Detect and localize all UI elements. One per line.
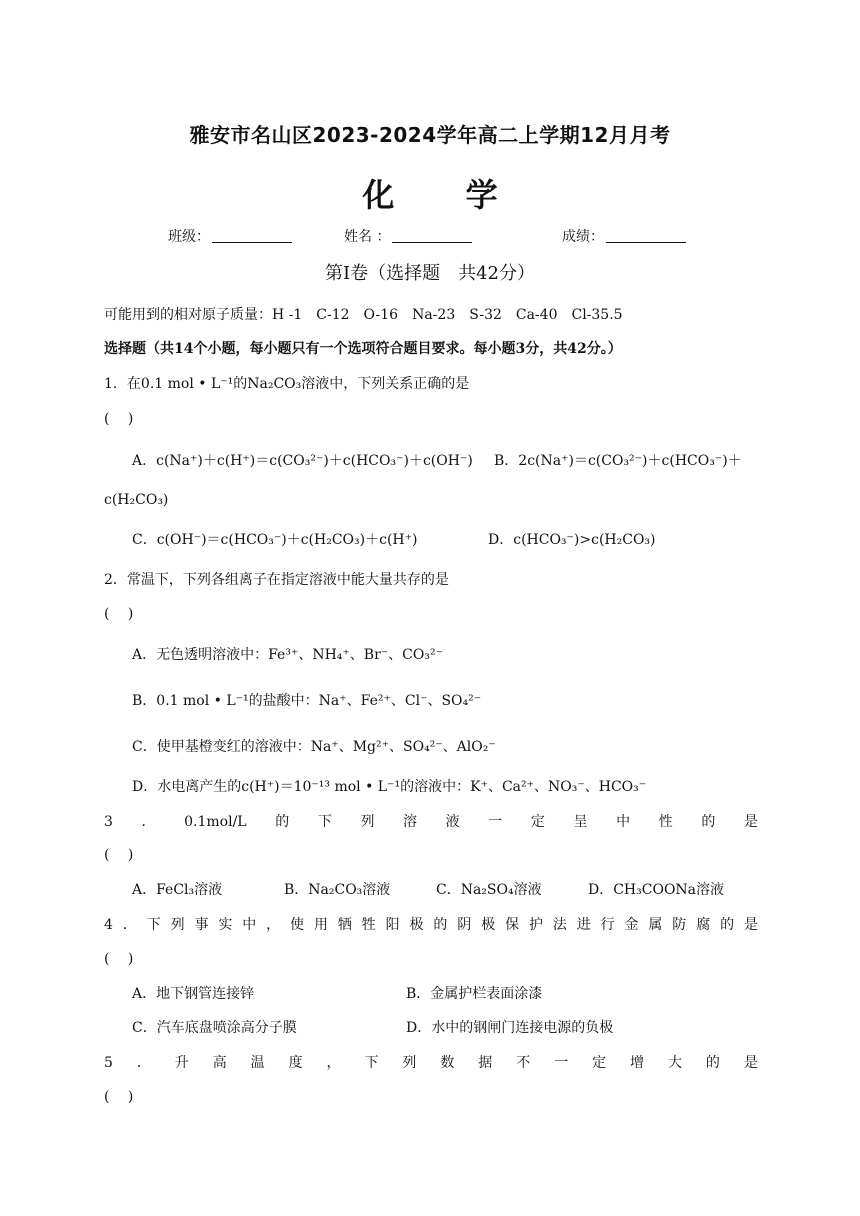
q4-stem-part: 实 <box>218 917 233 933</box>
q2-option-c: C．使甲基橙变红的溶液中：Na⁺、Mg²⁺、SO₄²⁻、AlO₂⁻ <box>132 739 496 755</box>
q2-option-b: B．0.1 mol • L⁻¹的盐酸中：Na⁺、Fe²⁺、Cl⁻、SO₄²⁻ <box>132 693 482 709</box>
q3-stem-part: 定 <box>530 814 545 830</box>
q4-stem-part: 下 <box>146 917 161 933</box>
q4-stem-part: 列 <box>170 917 185 933</box>
q3-stem-part: 中 <box>616 814 631 830</box>
q5-paren: ( ) <box>104 1089 134 1105</box>
q4-option-b: B．金属护栏表面涂漆 <box>406 986 543 1002</box>
q3-stem-part: 列 <box>360 814 375 830</box>
q4-stem-part: 护 <box>528 917 543 933</box>
q4-stem-part: 用 <box>313 917 328 933</box>
q3-stem-part: 性 <box>658 814 673 830</box>
name-field <box>344 226 472 246</box>
q4-stem-part: ． <box>122 917 137 933</box>
q4-stem-part: 阴 <box>457 917 472 933</box>
q4-stem-part: 保 <box>505 917 520 933</box>
score-blank[interactable] <box>606 228 686 243</box>
q3-stem-part: 溶 <box>403 814 418 830</box>
q3-paren: ( ) <box>104 847 134 863</box>
q3-stem-part: 3 <box>104 814 113 830</box>
q5-stem-part: 大 <box>667 1055 682 1071</box>
instructions: 选择题（共14个小题，每小题只有一个选项符合题目要求。每小题3分，共42分。） <box>104 341 622 357</box>
q3-option-b: B．Na₂CO₃溶液 <box>284 882 391 898</box>
q4-stem-part: 腐 <box>696 917 711 933</box>
q4-stem-part: 行 <box>600 917 615 933</box>
q4-option-d: D．水中的钢闸门连接电源的负极 <box>406 1020 614 1036</box>
q5-stem-part: 高 <box>212 1055 227 1071</box>
q5-stem-part: 增 <box>630 1055 645 1071</box>
q3-stem-part: 一 <box>488 814 503 830</box>
class-label: 班级： <box>168 229 210 245</box>
q1-option-d: D．c(HCO₃⁻)>c(H₂CO₃) <box>488 532 656 548</box>
q4-stem-part: 牲 <box>361 917 376 933</box>
q4-stem-part: 中 <box>242 917 257 933</box>
q4-stem-part: 极 <box>409 917 424 933</box>
q2-option-a: A．无色透明溶液中：Fe³⁺、NH₄⁺、Br⁻、CO₃²⁻ <box>132 647 443 663</box>
q2-stem: 2．常温下，下列各组离子在指定溶液中能大量共存的是 <box>104 572 449 588</box>
q1-stem: 1．在0.1 mol • L⁻¹的Na₂CO₃溶液中，下列关系正确的是 <box>104 376 470 392</box>
q4-option-a: A．地下钢管连接锌 <box>132 986 255 1002</box>
q4-paren: ( ) <box>104 951 134 967</box>
q3-stem-part: 是 <box>743 814 758 830</box>
q5-stem-part: 的 <box>705 1055 720 1071</box>
q3-stem-part: 0.1mol/L <box>184 814 247 830</box>
q3-stem-part: 下 <box>317 814 332 830</box>
q5-stem-part: 不 <box>516 1055 531 1071</box>
exam-title: 雅安市名山区2023-2024学年高二上学期12月月考 <box>189 123 671 147</box>
q3-option-c: C．Na₂SO₄溶液 <box>436 882 542 898</box>
q4-stem-part: 事 <box>194 917 209 933</box>
q5-stem-part: 度 <box>288 1055 303 1071</box>
section-title: 第Ⅰ卷（选择题 共42分） <box>324 263 535 284</box>
q1-option-b-cont: c(H₂CO₃) <box>104 492 169 508</box>
q3-stem-part: ． <box>141 814 156 830</box>
q5-stem-part: 据 <box>478 1055 493 1071</box>
q4-stem-part: 属 <box>648 917 663 933</box>
q1-option-b: B．2c(Na⁺)＝c(CO₃²⁻)＋c(HCO₃⁻)＋ <box>494 453 742 469</box>
q2-paren: ( ) <box>104 606 134 622</box>
name-blank[interactable] <box>392 228 472 243</box>
q1-paren: ( ) <box>104 411 134 427</box>
q3-stem-part: 的 <box>701 814 716 830</box>
q1-option-a: A．c(Na⁺)＋c(H⁺)＝c(CO₃²⁻)＋c(HCO₃⁻)＋c(OH⁻) <box>132 453 473 469</box>
q4-stem-part: 极 <box>481 917 496 933</box>
q3-option-a: A．FeCl₃溶液 <box>132 882 223 898</box>
q4-stem-part: 牺 <box>337 917 352 933</box>
q5-stem-part: 温 <box>250 1055 265 1071</box>
score-field <box>562 226 686 246</box>
q5-stem-part: 升 <box>174 1055 189 1071</box>
q4-stem-part: 进 <box>576 917 591 933</box>
q2-option-d: D．水电离产生的c(H⁺)＝10⁻¹³ mol • L⁻¹的溶液中：K⁺、Ca²⁺、NO₃⁻、HCO₃⁻ <box>132 779 647 795</box>
q5-stem-part: ． <box>136 1055 151 1071</box>
q4-stem-part: 4 <box>104 917 113 933</box>
q4-stem <box>104 916 758 934</box>
q5-stem-part: 下 <box>364 1055 379 1071</box>
q4-stem-part: 的 <box>433 917 448 933</box>
q5-stem-part: 数 <box>440 1055 455 1071</box>
subject-title: 化 学 <box>362 176 528 214</box>
q5-stem <box>104 1054 758 1072</box>
q1-option-c: C．c(OH⁻)＝c(HCO₃⁻)＋c(H₂CO₃)＋c(H⁺) <box>132 532 418 548</box>
q4-stem-part: 金 <box>624 917 639 933</box>
q4-option-c: C．汽车底盘喷涂高分子膜 <box>132 1020 297 1036</box>
atomic-masses: 可能用到的相对原子质量：H -1 C-12 O-16 Na-23 S-32 Ca-40 Cl-35.5 <box>104 307 623 323</box>
q5-stem-part: ， <box>326 1055 341 1071</box>
q3-stem <box>104 813 758 831</box>
q5-stem-part: 列 <box>402 1055 417 1071</box>
q4-stem-part: 使 <box>290 917 305 933</box>
q4-stem-part: 防 <box>672 917 687 933</box>
q4-stem-part: 是 <box>743 917 758 933</box>
q4-stem-part: 阳 <box>385 917 400 933</box>
q5-stem-part: 5 <box>104 1055 113 1071</box>
class-blank[interactable] <box>212 228 292 243</box>
q3-option-d: D．CH₃COONa溶液 <box>588 882 725 898</box>
q3-stem-part: 的 <box>275 814 290 830</box>
q5-stem-part: 定 <box>592 1055 607 1071</box>
q3-stem-part: 液 <box>445 814 460 830</box>
q5-stem-part: 一 <box>554 1055 569 1071</box>
q4-stem-part: 法 <box>552 917 567 933</box>
q4-stem-part: 的 <box>720 917 735 933</box>
score-label: 成绩： <box>562 229 604 245</box>
q5-stem-part: 是 <box>743 1055 758 1071</box>
name-label: 姓名 ： <box>344 229 391 245</box>
class-field <box>168 226 292 246</box>
q3-stem-part: 呈 <box>573 814 588 830</box>
q4-stem-part: ， <box>266 917 281 933</box>
